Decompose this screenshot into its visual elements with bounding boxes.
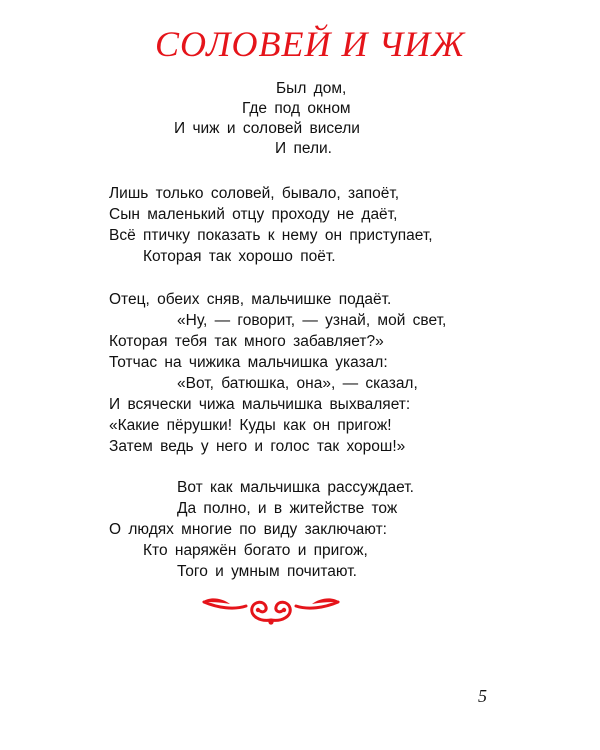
poem-line: Вот как мальчишка рассуждает.	[177, 479, 414, 496]
poem-line: Лишь только соловей, бывало, запоёт,	[109, 185, 400, 202]
poem-line: Затем ведь у него и голос так хорош!»	[109, 438, 406, 455]
poem-line: «Ну, — говорит, — узнай, мой свет,	[177, 312, 447, 329]
poem-line: Которая так хорошо поёт.	[143, 248, 336, 265]
poem-line: Да полно, и в житействе тож	[177, 500, 398, 517]
poem-line: Был дом,	[276, 80, 347, 97]
poem-line: Отец, обеих сняв, мальчишке подаёт.	[109, 291, 392, 308]
page-number: 5	[478, 686, 487, 706]
poem-line: Того и умным почитают.	[177, 563, 357, 580]
poem-line: И пели.	[275, 140, 332, 157]
poem-line: Всё птичку показать к нему он приступает,	[109, 227, 433, 244]
poem-line: «Вот, батюшка, она», — сказал,	[177, 375, 418, 392]
poem-title: СОЛОВЕЙ И ЧИЖ	[155, 24, 466, 64]
poem-line: И чиж и соловей висели	[174, 120, 360, 137]
poem-line: Где под окном	[242, 100, 351, 117]
poem-line: О людях многие по виду заключают:	[109, 521, 387, 538]
poem-line: «Какие пёрушки! Куды как он пригож!	[109, 417, 392, 434]
poem-line: Тотчас на чижика мальчишка указал:	[109, 354, 388, 371]
poem-line: Кто наряжён богато и пригож,	[143, 542, 368, 559]
poem-line: Сын маленький отцу проходу не даёт,	[109, 206, 398, 223]
poem-line: И всячески чижа мальчишка выхваляет:	[109, 396, 411, 413]
poem-line: Которая тебя так много забавляет?»	[109, 333, 384, 350]
red-scroll-flourish-icon	[200, 592, 342, 628]
